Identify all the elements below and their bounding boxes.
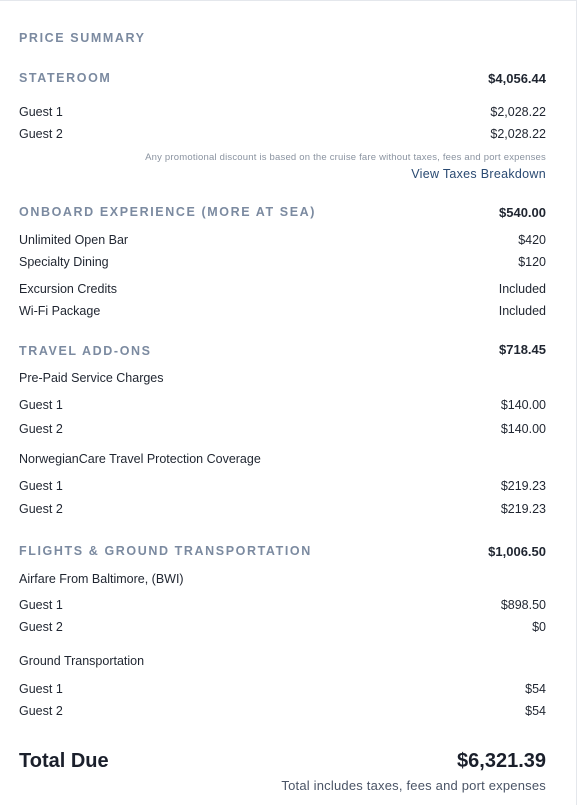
stateroom-guest-2-value: $2,028.22 [490, 127, 546, 141]
total-due-label: Total Due [19, 750, 109, 772]
addon-guest-value: $219.23 [500, 502, 546, 516]
stateroom-guest-2-label: Guest 2 [19, 127, 63, 141]
right-divider [576, 0, 577, 805]
flight-group-title: Ground Transportation [19, 654, 145, 668]
flight-guest-value: $898.50 [500, 598, 546, 612]
travel-addons-amount: $718.45 [499, 342, 546, 357]
total-includes-note: Total includes taxes, fees and port expenses [281, 778, 546, 793]
flight-guest-value: $54 [525, 704, 546, 718]
total-due-value: $6,321.39 [457, 750, 546, 772]
onboard-item-value: $120 [518, 255, 546, 269]
onboard-item-value: Included [498, 304, 546, 318]
addon-guest-value: $140.00 [500, 398, 546, 412]
addon-guest-label: Guest 2 [19, 502, 63, 516]
onboard-amount: $540.00 [499, 205, 546, 220]
flight-group-title: Airfare From Baltimore, (BWI) [19, 572, 184, 586]
flight-guest-label: Guest 1 [19, 598, 63, 612]
flight-guest-value: $0 [532, 620, 546, 634]
addon-guest-value: $219.23 [500, 479, 546, 493]
flight-guest-value: $54 [525, 682, 546, 696]
addon-guest-value: $140.00 [500, 422, 546, 436]
onboard-item-label: Unlimited Open Bar [19, 233, 129, 247]
stateroom-amount: $4,056.44 [488, 71, 546, 86]
onboard-heading: ONBOARD EXPERIENCE (MORE AT SEA) [19, 205, 317, 219]
flight-guest-label: Guest 2 [19, 620, 63, 634]
onboard-item-value: $420 [518, 233, 546, 247]
travel-addons-heading: TRAVEL ADD-ONS [19, 344, 152, 358]
onboard-item-label: Excursion Credits [19, 282, 117, 296]
addon-guest-label: Guest 2 [19, 422, 63, 436]
top-divider [0, 0, 576, 4]
flights-amount: $1,006.50 [488, 544, 546, 559]
onboard-item-label: Wi-Fi Package [19, 304, 101, 318]
flights-heading: FLIGHTS & GROUND TRANSPORTATION [19, 544, 312, 558]
stateroom-heading: STATEROOM [19, 71, 112, 85]
addon-guest-label: Guest 1 [19, 479, 63, 493]
flight-guest-label: Guest 1 [19, 682, 63, 696]
addon-guest-label: Guest 1 [19, 398, 63, 412]
promo-discount-note: Any promotional discount is based on the cruise fare without taxes, fees and port expenses [145, 152, 546, 163]
stateroom-guest-1-value: $2,028.22 [490, 105, 546, 119]
price-summary-title: PRICE SUMMARY [19, 31, 146, 45]
view-taxes-breakdown-link[interactable]: View Taxes Breakdown [411, 167, 546, 181]
onboard-item-label: Specialty Dining [19, 255, 109, 269]
addon-group-title: NorwegianCare Travel Protection Coverage [19, 452, 261, 466]
flight-guest-label: Guest 2 [19, 704, 63, 718]
onboard-item-value: Included [498, 282, 546, 296]
stateroom-guest-1-label: Guest 1 [19, 105, 63, 119]
addon-group-title: Pre-Paid Service Charges [19, 371, 164, 385]
